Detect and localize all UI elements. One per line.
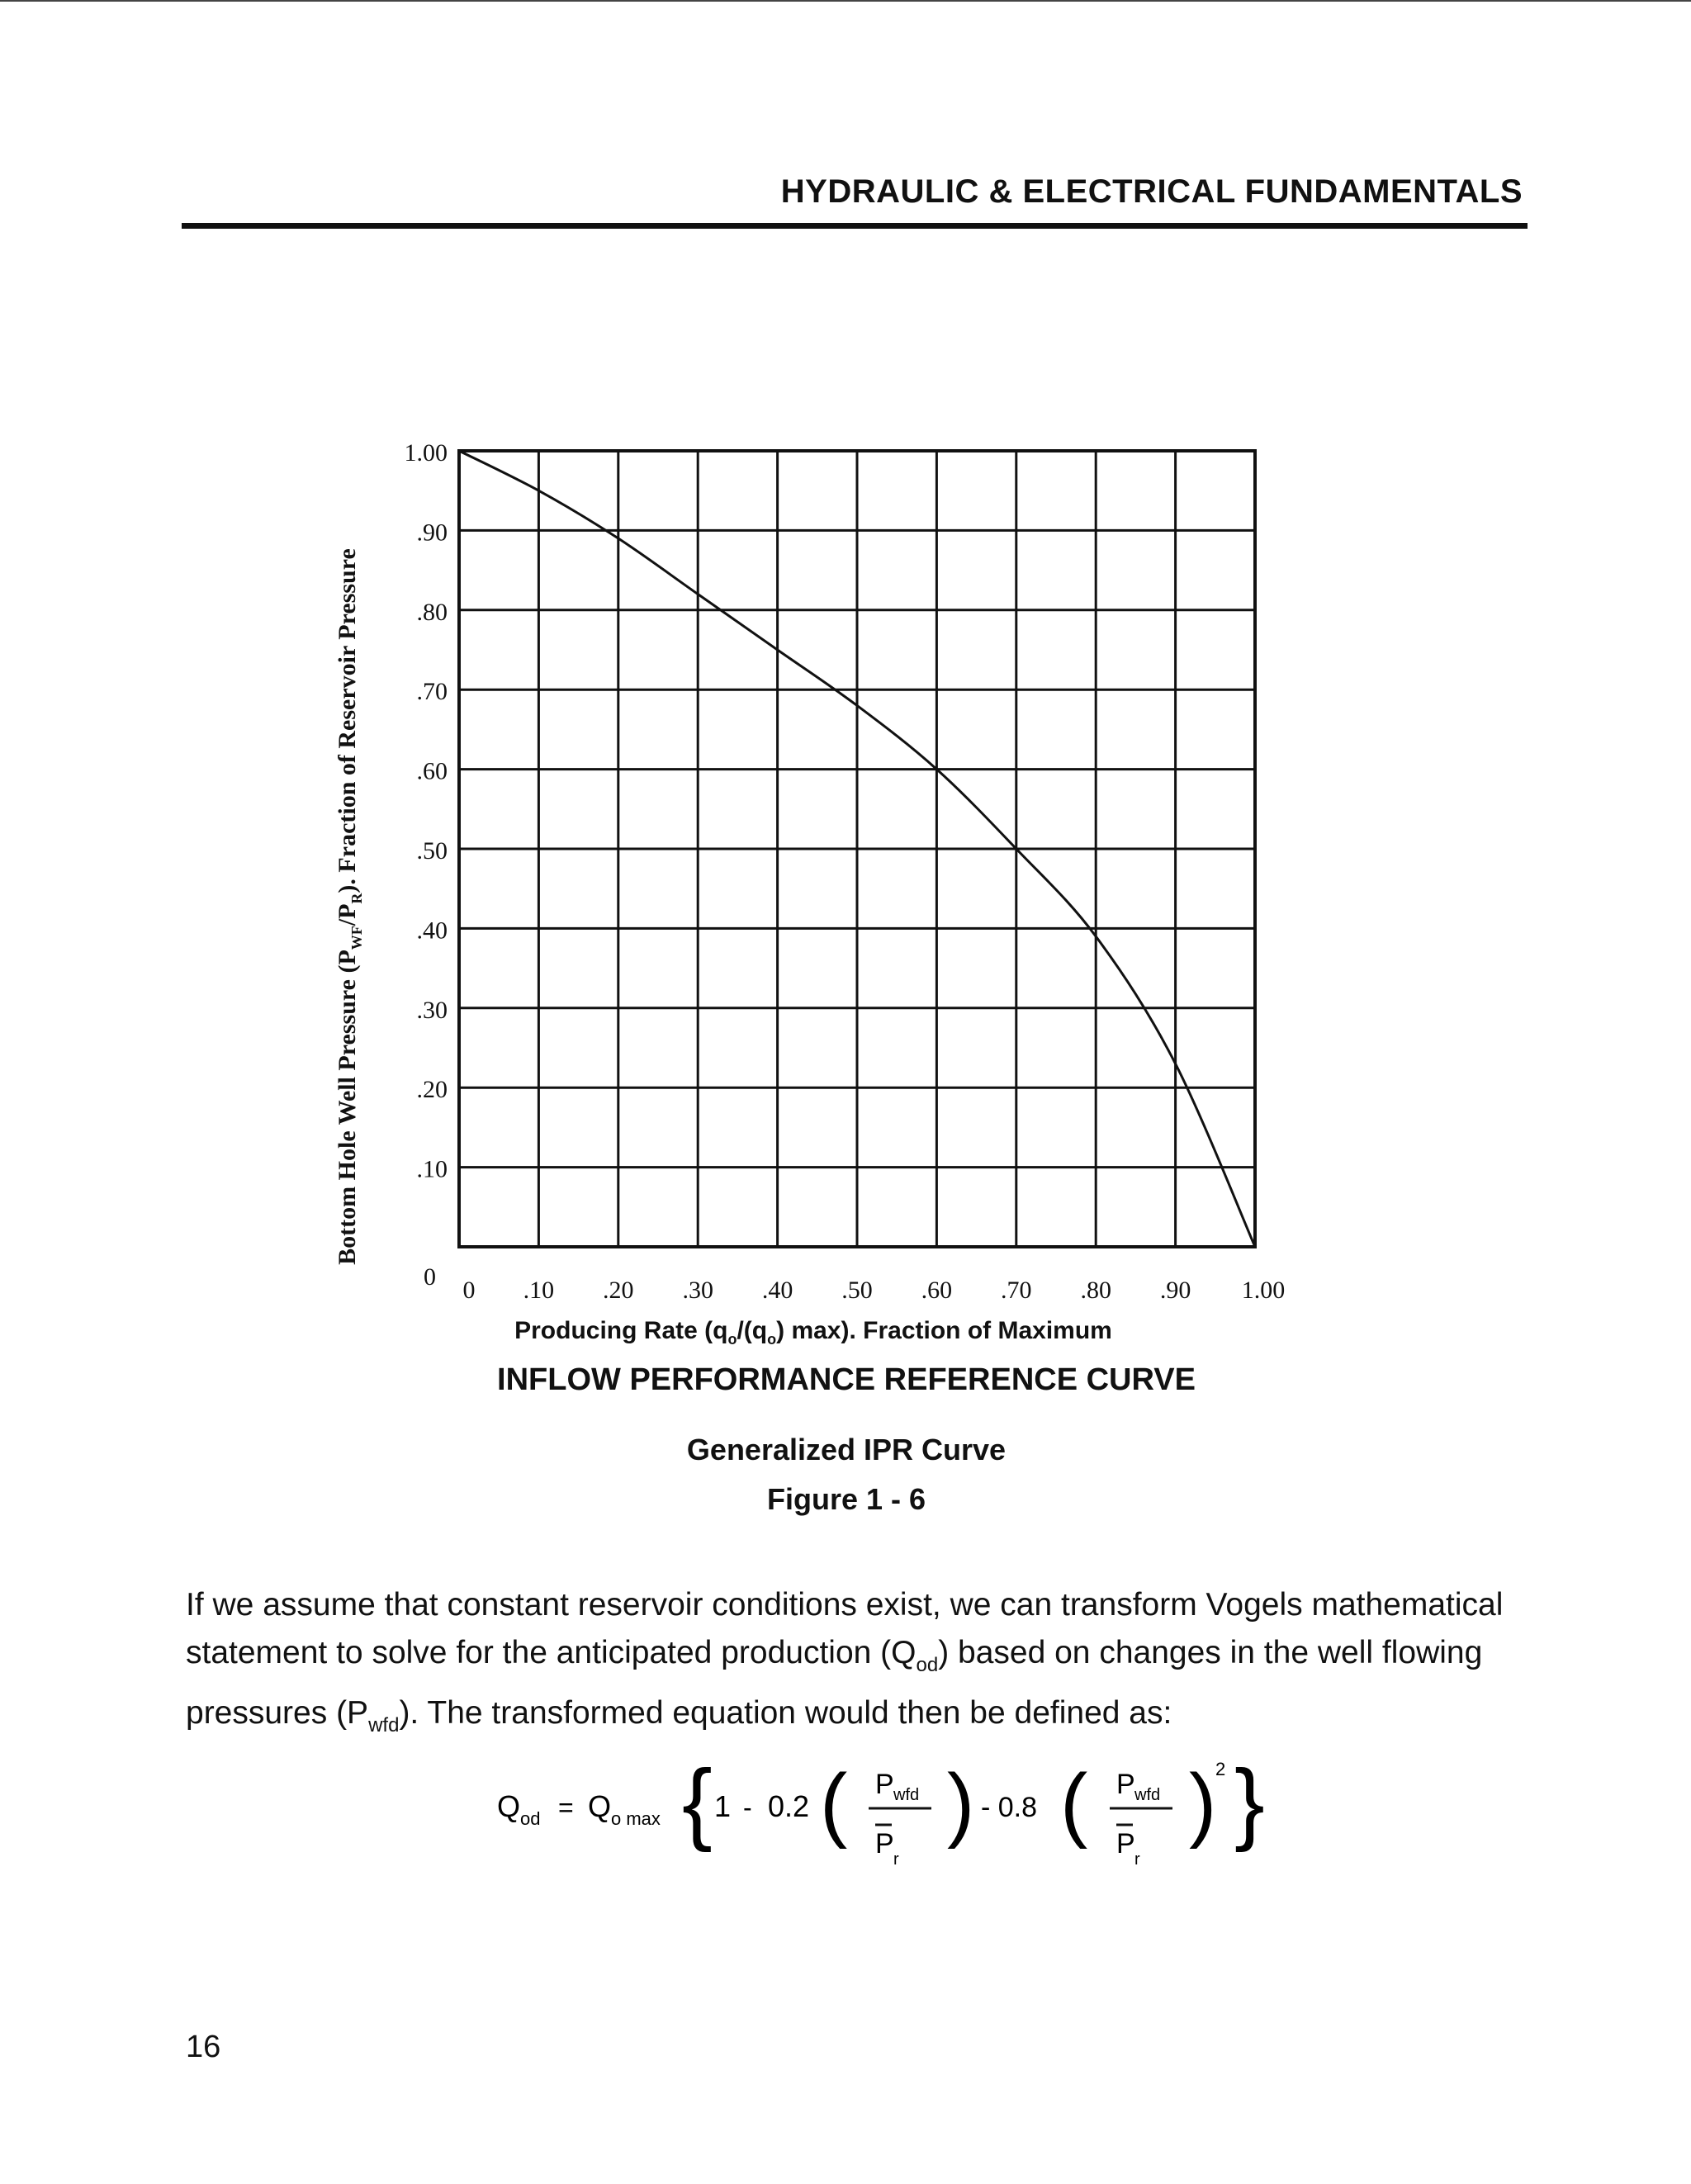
y-tick-label: 0 — [424, 1263, 436, 1291]
x-tick-label: .30 — [682, 1277, 713, 1304]
eq-coef1: 0.2 — [768, 1789, 810, 1823]
eq-qmax: Q — [588, 1789, 612, 1823]
eq-den1-sub: r — [893, 1850, 899, 1869]
eq-one: 1 — [714, 1789, 732, 1823]
figure-title: INFLOW PERFORMANCE REFERENCE CURVE — [497, 1362, 1196, 1397]
eq-num2: P — [1116, 1769, 1135, 1800]
x-tick-label: .80 — [1080, 1277, 1111, 1304]
eq-paren-open-2: ( — [1060, 1757, 1088, 1850]
eq-num1: P — [875, 1769, 894, 1800]
y-tick-label: .60 — [416, 757, 448, 785]
vogel-equation — [487, 1751, 1296, 1883]
y-axis-label — [334, 548, 365, 1265]
y-tick-label: .50 — [416, 837, 448, 865]
eq-den2: P — [1116, 1828, 1135, 1859]
subscript-wfd: wfd — [368, 1714, 400, 1736]
eq-num1-sub: wfd — [893, 1786, 920, 1804]
eq-exponent: 2 — [1215, 1759, 1226, 1779]
eq-den2-sub: r — [1134, 1850, 1140, 1869]
y-tick-label: .90 — [416, 519, 448, 547]
figure-number: Figure 1 - 6 — [766, 1482, 926, 1516]
eq-brace-open: { — [682, 1751, 713, 1853]
eq-num2-sub: wfd — [1134, 1786, 1161, 1804]
eq-paren-close-1: ) — [947, 1757, 975, 1850]
y-axis-label-text: Bottom Hole Well Pressure $(P_{WF}/P_R)$. Fraction of Reservoir Pressure — [334, 548, 365, 1265]
eq-lhs-sub: od — [520, 1808, 541, 1829]
x-tick-label: .40 — [761, 1277, 793, 1304]
ipr-chart-svg — [297, 429, 1321, 1338]
x-axis-label: Producing Rate ($q_o/(q_o)$ max). Fraction of Maximum — [514, 1317, 1112, 1348]
body-text-part: ). The transformed equation would then be defined as: — [399, 1695, 1172, 1731]
header-rule — [182, 223, 1528, 229]
body-paragraph — [186, 1581, 1540, 1750]
eq-paren-close-2: ) — [1189, 1757, 1217, 1850]
x-tick-label: .50 — [841, 1277, 873, 1304]
y-tick-label: .20 — [416, 1076, 448, 1104]
figure-subtitle: Generalized IPR Curve — [686, 1433, 1007, 1466]
eq-equals: = — [558, 1793, 574, 1822]
y-tick-label: .30 — [416, 996, 448, 1024]
page-top-edge — [0, 0, 1691, 2]
body-text-part: If we assume that constant reservoir conditions exist, we can transform Vogels mathematical statement to solve for the anticipated production (Q — [186, 1587, 1504, 1670]
x-tick-label: .60 — [921, 1277, 953, 1304]
running-header: HYDRAULIC & ELECTRICAL FUNDAMENTALS — [780, 173, 1523, 210]
subscript-od: od — [916, 1654, 939, 1676]
eq-qmax-sub: o max — [611, 1808, 661, 1829]
y-tick-label: .40 — [416, 917, 448, 945]
x-tick-label: .90 — [1159, 1277, 1191, 1304]
equation-svg — [487, 1751, 1296, 1883]
x-tick-label: .20 — [603, 1277, 634, 1304]
eq-minus-coef2: - 0.8 — [981, 1792, 1038, 1823]
y-tick-label: .70 — [416, 678, 448, 706]
x-tick-label: .10 — [523, 1277, 555, 1304]
y-tick-label: 1.00 — [404, 439, 448, 467]
x-tick-label: .70 — [1001, 1277, 1032, 1304]
x-tick-label: 1.00 — [1241, 1277, 1286, 1304]
eq-brace-close: } — [1234, 1751, 1265, 1853]
x-tick-label: 0 — [462, 1277, 476, 1304]
page-number: 16 — [186, 2030, 221, 2064]
eq-lhs: Q — [497, 1789, 521, 1823]
y-tick-label: .80 — [416, 598, 448, 626]
body-text-part: ) based on changes in the well flowing pressures (P — [186, 1635, 1483, 1731]
y-tick-label: .10 — [416, 1155, 448, 1183]
eq-paren-open-1: ( — [820, 1757, 848, 1850]
eq-den1: P — [875, 1828, 894, 1859]
eq-minus: - — [743, 1793, 752, 1822]
ipr-chart — [297, 429, 1321, 1338]
